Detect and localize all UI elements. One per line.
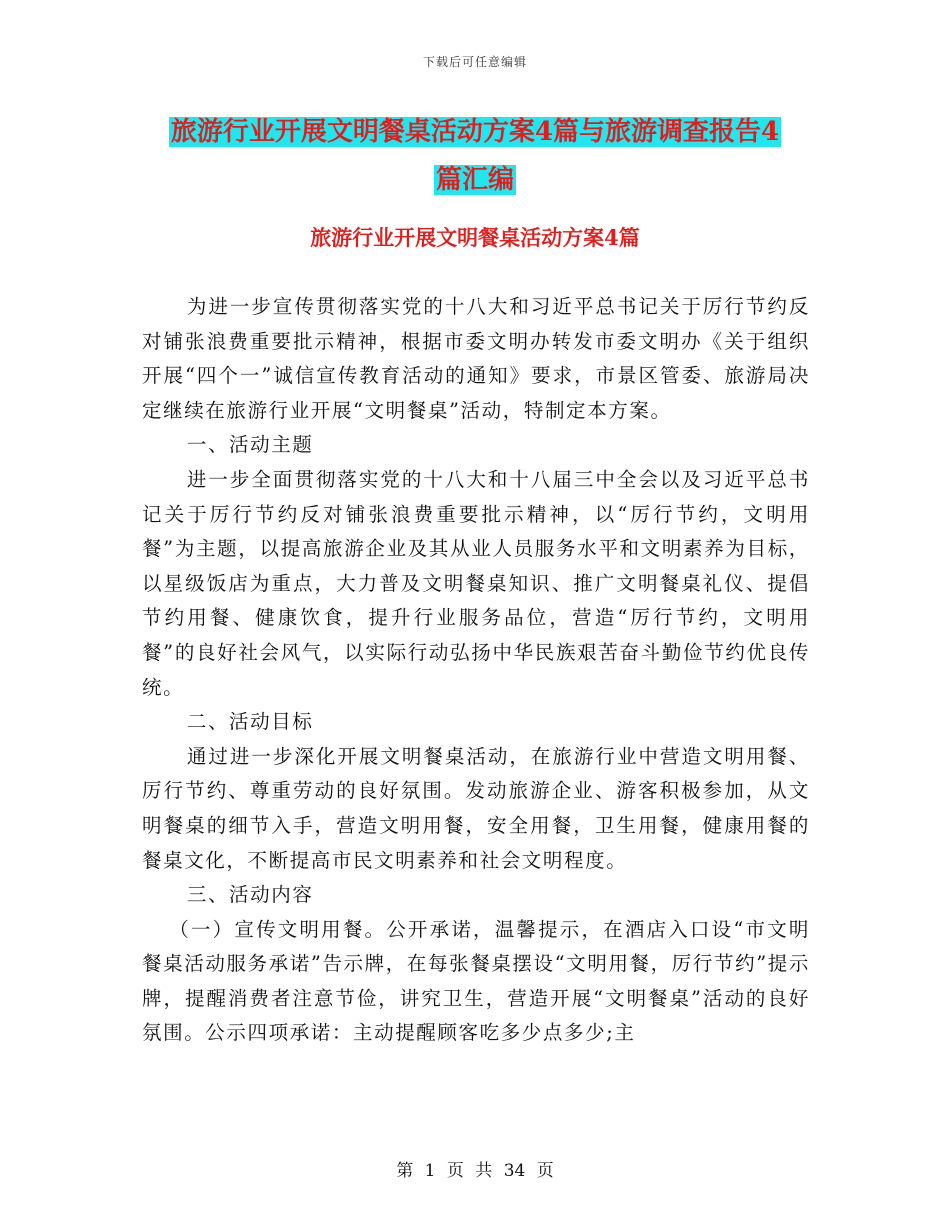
page-number-footer: 第 1 页 共 34 页 xyxy=(396,1161,554,1181)
header-note: 下载后可任意编辑 xyxy=(422,55,527,69)
heading-activity-content: 三、活动内容 xyxy=(186,883,314,907)
document-title-line-2: 篇汇编 xyxy=(435,165,514,195)
section-title: 旅游行业开展文明餐桌活动方案4篇 xyxy=(310,225,640,250)
heading-activity-goal: 二、活动目标 xyxy=(186,710,314,734)
document-title xyxy=(100,108,850,204)
paragraph-activity-theme: 进一步全面贯彻落实党的十八大和十八届三中全会以及习近平总书记关于厉行节约反对铺张浪费重要批示精神，以“厉行节约，文明用餐”为主题，以提高旅游企业及其从业人员服务水平和文明素养为目标，以星级饭店为重点，大力普及文明餐桌知识、推广文明餐桌礼仪、提倡节约用餐、健康饮食，提升行业服务品位，营造“厉行节约，文明用餐”的良好社会风气，以实际行动弘扬中华民族艰苦奋斗勤俭节约优良传统。 xyxy=(142,467,810,699)
paragraph-activity-content-1: （一）宣传文明用餐。公开承诺，温馨提示，在酒店入口设“市文明餐桌活动服务承诺”告示牌，在每张餐桌摆设“文明用餐，厉行节约”提示牌，提醒消费者注意节俭，讲究卫生，营造开展“文明餐桌”活动的良好氛围。公示四项承诺：主动提醒顾客吃多少点多少;主 xyxy=(142,917,810,1045)
paragraph-intro: 为进一步宣传贯彻落实党的十八大和习近平总书记关于厉行节约反对铺张浪费重要批示精神，根据市委文明办转发市委文明办《关于组织开展“四个一”诚信宣传教育活动的通知》要求，市景区管委、旅游局决定继续在旅游行业开展“文明餐桌”活动，特制定本方案。 xyxy=(142,295,810,422)
document-title-line-1: 旅游行业开展文明餐桌活动方案4篇与旅游调查报告4 xyxy=(170,117,780,147)
heading-activity-theme: 一、活动主题 xyxy=(186,433,314,457)
document-body xyxy=(142,290,810,1051)
paragraph-activity-goal: 通过进一步深化开展文明餐桌活动，在旅游行业中营造文明用餐、厉行节约、尊重劳动的良好氛围。发动旅游企业、游客积极参加，从文明餐桌的细节入手，营造文明用餐，安全用餐，卫生用餐，健康用餐的餐桌文化，不断提高市民文明素养和社会文明程度。 xyxy=(142,744,810,872)
